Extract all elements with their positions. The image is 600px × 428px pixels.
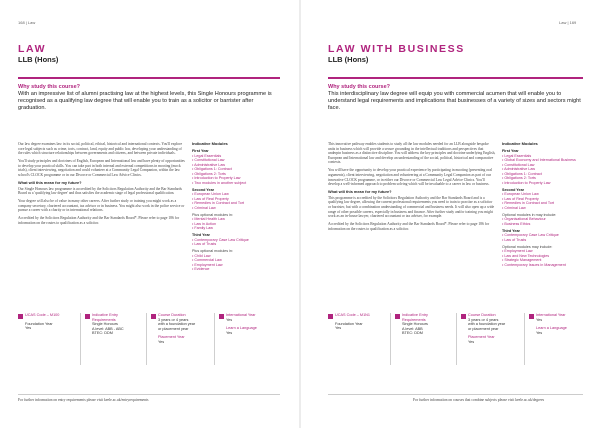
module-item: • Commercial Law: [192, 258, 222, 263]
optional-heading: Optional modules may include:: [502, 244, 553, 249]
year-label: Third Year: [502, 228, 520, 233]
info-label: Learn a Language: [536, 326, 567, 331]
modules-column-right: [502, 142, 584, 267]
accent-rule-left: [18, 77, 280, 79]
optional-heading: Plus optional modules in:: [192, 249, 233, 254]
page-title-right: LAW WITH BUSINESS: [328, 43, 465, 55]
degree-subtitle-right: LLB (Hons): [328, 55, 369, 64]
module-item: • European Union Law: [502, 192, 539, 197]
info-line: A level: ABB: [402, 326, 423, 331]
module-item: • Law of Real Property: [192, 196, 229, 201]
module-item: • Obligations 2: Torts: [502, 176, 536, 181]
module-item: • Law and New Technologies: [502, 253, 550, 258]
international-year-box-left: [219, 313, 279, 367]
year-label: Second Year: [502, 187, 525, 192]
module-item: • Remedies in Contract and Tort: [192, 201, 245, 206]
info-line: Yes: [158, 339, 165, 344]
why-heading-right: Why study this course?: [328, 84, 391, 90]
module-item: • Introduction to Property Law: [192, 176, 241, 181]
accreditation-note: Accredited by the Solicitors Regulation Authority and the Bar Standards Board*. Please refer to page 186 for information on the routes to qualification as a solicitor.: [328, 222, 490, 231]
course-duration-box-right: [461, 313, 521, 367]
info-label: International Year: [226, 313, 256, 317]
module-item: • Constitutional Law: [502, 162, 535, 167]
module-item: • Administrative Law: [192, 162, 226, 167]
body-column-left: [18, 142, 186, 229]
ucas-code-box-right: [328, 313, 384, 367]
info-line: A level: ABB - ABC: [92, 326, 124, 331]
module-item: • Business Ethics: [502, 221, 531, 226]
entry-requirements-box-left: [85, 313, 143, 367]
module-item: • Strategic Management: [502, 258, 542, 263]
module-item: • Obligations 2: Torts: [192, 171, 226, 176]
info-label: International Year: [536, 313, 566, 317]
module-item: • Criminal Law: [192, 205, 216, 210]
page-spine: [299, 0, 301, 428]
info-label: Course Duration: [158, 313, 186, 317]
module-item: • Global Economy and International Business: [502, 158, 576, 163]
info-line: Yes: [536, 317, 543, 322]
footer-note-left: For further information on entry requirements please visit keele.ac.uk/entryrequirements: [18, 398, 149, 402]
info-line: BTEC: DDM: [402, 331, 423, 336]
footer-rule-right: [328, 394, 583, 395]
module-item: • Employment Law: [502, 249, 533, 254]
module-item: • Contemporary Case Law Critique: [192, 237, 249, 242]
year-label: First Year: [192, 149, 209, 154]
square-icon: [18, 314, 23, 319]
body-column-right: [328, 142, 496, 235]
module-item: • Law of Trusts: [502, 237, 527, 242]
optional-heading: Optional modules in may include:: [502, 212, 557, 217]
module-item: • Law in Action: [192, 221, 217, 226]
module-item: • Organisational Behaviour: [502, 217, 546, 222]
module-item: • Child Law: [192, 253, 211, 258]
international-year-box-right: [529, 313, 585, 367]
running-head-left: 168 | Law: [18, 20, 36, 25]
why-text-right: This interdisciplinary law degree will equip you with commercial acumen that will enable you to understand legal requirements and implications that businesses of a variety of sizes and sectors might face.: [328, 91, 581, 112]
ucas-code-box-left: [18, 313, 74, 367]
degree-subtitle-left: LLB (Hons): [18, 55, 59, 64]
square-icon: [151, 314, 156, 319]
page-title-left: LAW: [18, 43, 47, 55]
modules-heading: Indicative Modules: [192, 141, 228, 146]
module-item: • Remedies in Contract and Tort: [502, 201, 555, 206]
info-divider: [390, 313, 391, 365]
module-item: • Obligations 1: Contract: [502, 171, 542, 176]
square-icon: [85, 314, 90, 319]
info-line: Foundation Year: [25, 321, 53, 326]
module-item: • Law of Real Property: [502, 196, 539, 201]
future-heading: What will this mean for my future?: [328, 189, 392, 195]
info-label: Indicative Entry Requirements: [92, 313, 118, 322]
info-line: 3 years or 4 years: [468, 317, 499, 322]
info-divider: [146, 313, 147, 365]
square-icon: [461, 314, 466, 319]
module-item: • Constitutional Law: [192, 158, 225, 163]
info-line: Yes: [226, 317, 233, 322]
info-line: Yes: [25, 326, 32, 331]
info-line: or placement year: [468, 326, 499, 331]
year-label: First Year: [502, 149, 519, 154]
info-line: Single Honours: [402, 322, 428, 327]
body-paragraph: You'll study principles and doctrines of English, European and International law and have plenty of opportunities to develop your practical skills. You can take part in both internal and external competitions in mooting (mock trials), client interviewing, negotiation and could volunteer at a Community Legal Companion, within the law school's CLOCK programme or in our Divorce or Commercial Law Advice Clinics.: [18, 159, 185, 177]
info-line: with a foundation year: [158, 322, 196, 327]
info-line: Yes: [226, 330, 233, 335]
body-paragraph: Our Single Honours law programme is accredited by the Solicitors Regulation Authority and the Bar Standards Board as a 'qualifying law degree' and thus satisfies the academic stage of legal professional qualification.: [18, 186, 182, 196]
modules-heading: Indicative Modules: [502, 141, 538, 146]
body-paragraph: Our law degree examines law in its social, political, ethical, historical and international contexts. You'll explore core legal subjects such as crime, torts, contract, land, equity and public law, developing your understanding of the rules which structure relationships between governments and citizens, and between private individuals.: [18, 142, 183, 156]
square-icon: [328, 314, 333, 319]
module-item: • Contemporary Issues in Management: [502, 262, 566, 267]
year-label: Third Year: [192, 233, 210, 238]
accreditation-note: Accredited by the Solicitors Regulation Authority and the Bar Standards Board*. Please refer to page 186 for information on the routes to qualification as a solicitor.: [18, 216, 180, 225]
module-item: • Obligations 1: Contract: [192, 167, 232, 172]
running-head-right: Law | 169: [559, 20, 577, 25]
info-label: UCAS Code – M100: [25, 313, 60, 317]
module-item: • Legal Essentials: [192, 153, 222, 158]
optional-heading: Plus optional modules in:: [192, 212, 233, 217]
info-line: Yes: [536, 330, 543, 335]
square-icon: [219, 314, 224, 319]
module-item: • Law of Trusts: [192, 242, 217, 247]
square-icon: [395, 314, 400, 319]
module-item: • European Union Law: [192, 192, 229, 197]
why-text-left: With an impressive list of alumni practising law at the highest levels, this Single Honours programme is recognised as a qualifying law degree that will enable you to train as a solicitor or barrister after graduation.: [18, 91, 272, 112]
accent-rule-right: [328, 77, 583, 79]
info-line: Foundation Year: [335, 321, 363, 326]
year-label: Second Year: [192, 187, 215, 192]
module-item: • Introduction to Property Law: [502, 180, 551, 185]
info-line: with a foundation year: [468, 322, 506, 327]
info-label: Course Duration: [468, 313, 496, 317]
info-label: Placement Year: [158, 335, 185, 340]
future-heading: What will this mean for my future?: [18, 179, 82, 185]
info-divider: [524, 313, 525, 365]
footer-note-right: For further information on courses that combine subjects please visit keele.ac.uk/degrees: [413, 398, 545, 402]
module-item: • Evidence: [192, 267, 210, 272]
module-item: • Mental Health Law: [192, 217, 225, 222]
square-icon: [529, 314, 534, 319]
body-paragraph: Your degree will also be of value in many other careers. After further study or training you might work as a company secretary, chartered accountant, tax advisor or in business. You might also work in the police service or pursue a career with a charity or in international relations.: [18, 199, 185, 213]
info-divider: [214, 313, 215, 365]
info-label: Learn a Language: [226, 326, 257, 331]
module-item: • Two modules in another subject: [192, 180, 247, 185]
body-paragraph: You will have the opportunity to develop your practical experience by participating in mooting (presenting oral arguments), client interviewing, negotiation and volunteering at a Community Legal Companion as part of our innovative CLOCK programme, or in either our Divorce or Commercial Law Legal Advice Clinics. You'll develop a well-informed approach to problem solving which will be invaluable to a career in law or business.: [328, 168, 492, 187]
module-item: • Criminal Law: [502, 205, 526, 210]
info-line: Yes: [335, 326, 342, 331]
info-divider: [456, 313, 457, 365]
info-label: UCAS Code – M1N1: [335, 313, 371, 317]
body-paragraph: This innovative pathway enables students to study all the law modules needed for an LLB alongside bespoke units in business which will provide a secure grounding in the intellectual traditions and perspectives that underpin business as a distinctive discipline. You will address the key principles and doctrine underlying English, European and International law and develop an understanding of the social, political, historical and comparative contexts.: [328, 142, 496, 165]
info-divider: [80, 313, 81, 365]
info-line: Yes: [468, 339, 475, 344]
info-line: Single Honours: [92, 322, 118, 327]
info-line: 3 years or 4 years: [158, 317, 189, 322]
module-item: • Administrative Law: [502, 167, 536, 172]
info-label: Indicative Entry Requirements: [402, 313, 428, 322]
course-duration-box-left: [151, 313, 211, 367]
entry-requirements-box-right: [395, 313, 453, 367]
module-item: • Contemporary Case Law Critique: [502, 233, 559, 238]
why-heading-left: Why study this course?: [18, 84, 81, 90]
info-line: or placement year: [158, 326, 189, 331]
body-paragraph: This programme is accredited by the Solicitors Regulation Authority and the Bar Standards Board and is a qualifying law degree, allowing the current professional requirements you need to train to practise as a solicitor or barrister, but with a combination understanding of commercial and business needs. It will also open up a wide range of other possible careers, especially in business and finance. After further study and/or training you might work as an in-house lawyer, chartered accountant or tax adviser, for example.: [328, 195, 495, 219]
module-item: • Family Law: [192, 226, 213, 231]
module-item: • Employment Law: [192, 262, 223, 267]
info-line: BTEC: DDM: [92, 331, 113, 336]
footer-rule-left: [18, 394, 280, 395]
module-item: • Legal Essentials: [502, 153, 532, 158]
modules-column-left: [192, 142, 284, 272]
info-label: Placement Year: [468, 335, 495, 340]
